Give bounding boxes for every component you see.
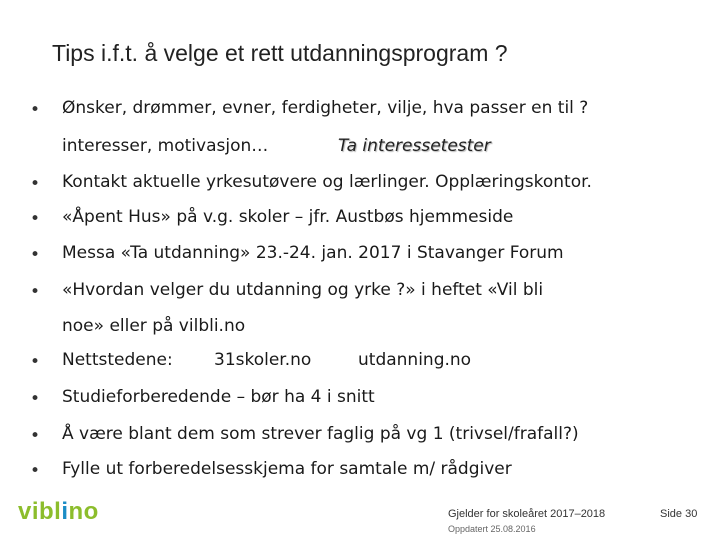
bullet-text-continued: interesser, motivasjon… — [62, 136, 269, 156]
vilbli-logo — [18, 498, 99, 526]
bullet-marker: • — [30, 461, 41, 481]
bullet-marker: • — [30, 426, 41, 446]
logo-text-part: i — [61, 498, 69, 525]
bullet-text: Å være blant dem som strever faglig på vg 1 (trivsel/frafall?) — [62, 424, 579, 444]
emphasis-text: Ta interessetester — [338, 136, 491, 156]
website-link: 31skoler.no — [214, 350, 312, 370]
bullet-text: «Hvordan velger du utdanning og yrke ?» i heftet «Vil bli — [62, 280, 544, 300]
bullet-marker: • — [30, 389, 41, 409]
bullet-marker: • — [30, 209, 41, 229]
bullet-text: Kontakt aktuelle yrkesutøvere og lærlinger. Opplæringskontor. — [62, 172, 592, 192]
bullet-marker: • — [30, 245, 41, 265]
slide-title: Tips i.f.t. å velge et rett utdanningsprogram ? — [52, 40, 508, 66]
page-number: Side 30 — [660, 508, 698, 520]
bullet-text: «Åpent Hus» på v.g. skoler – jfr. Austbøs hjemmeside — [62, 207, 514, 227]
footer-school-year: Gjelder for skoleåret 2017–2018 — [448, 508, 606, 520]
footer-updated-date: Oppdatert 25.08.2016 — [448, 524, 536, 534]
bullet-marker: • — [30, 282, 41, 302]
bullet-text: Studieforberedende – bør ha 4 i snitt — [62, 387, 375, 407]
bullet-text: Messa «Ta utdanning» 23.-24. jan. 2017 i Stavanger Forum — [62, 243, 564, 263]
bullet-text: Fylle ut forberedelsesskjema for samtale m/ rådgiver — [62, 459, 512, 479]
bullet-marker: • — [30, 100, 41, 120]
logo-text-part: no — [68, 498, 99, 525]
bullet-marker: • — [30, 174, 41, 194]
bullet-text-continued: noe» eller på vilbli.no — [62, 316, 246, 336]
bullet-marker: • — [30, 352, 41, 372]
bullet-text: Nettstedene: — [62, 350, 173, 370]
logo-text-part: vibl — [18, 498, 62, 525]
bullet-text: Ønsker, drømmer, evner, ferdigheter, vilje, hva passer en til ? — [62, 98, 589, 118]
website-link: utdanning.no — [358, 350, 472, 370]
